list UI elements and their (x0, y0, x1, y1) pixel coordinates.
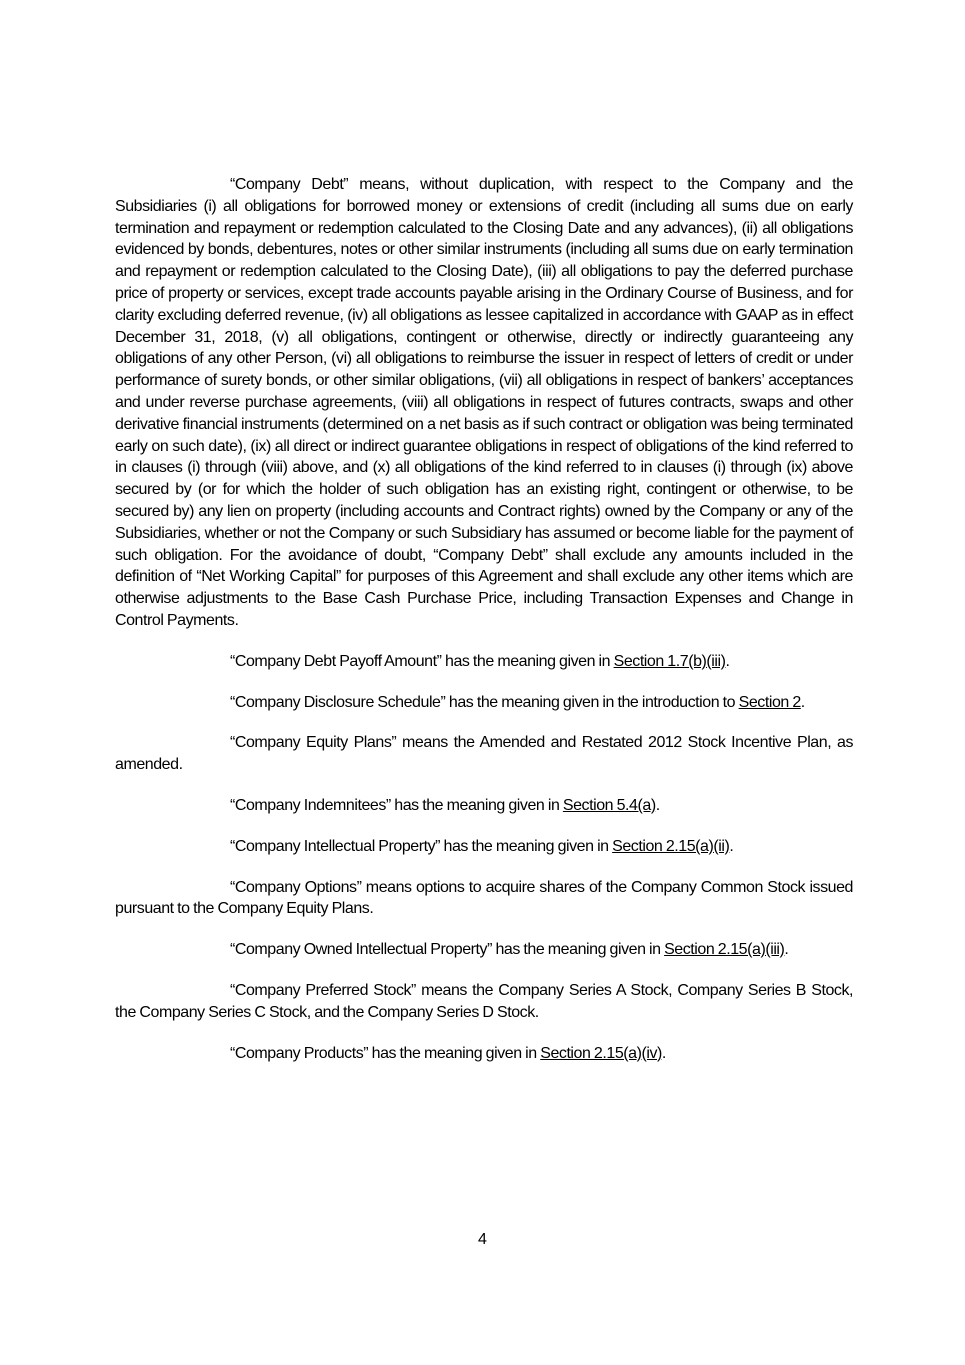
definitions-section (115, 174, 853, 1083)
definition-tail: . (661, 1044, 666, 1062)
page-number: 4 (478, 1231, 487, 1248)
definition-tail: . (729, 837, 734, 855)
section-reference-link[interactable]: Section 5.4(a) (562, 796, 656, 814)
definition-company-indemnitees (115, 795, 853, 817)
section-reference-link[interactable]: Section 1.7(b)(iii) (613, 652, 726, 670)
definition-text: “Company Products” has the meaning given in (230, 1044, 541, 1062)
definition-company-products (115, 1043, 853, 1065)
definition-text: “Company Intellectual Property” has the meaning given in (230, 837, 613, 855)
definition-company-debt-payoff-amount (115, 651, 853, 673)
definition-text: “Company Debt Payoff Amount” has the meaning given in (230, 652, 614, 670)
definition-company-owned-intellectual-property (115, 939, 853, 961)
definition-tail: . (725, 652, 730, 670)
definition-company-disclosure-schedule (115, 692, 853, 714)
definition-tail: . (655, 796, 660, 814)
definition-company-intellectual-property (115, 836, 853, 858)
definition-text: “Company Equity Plans” means the Amended and Restated 2012 Stock Incentive Plan, as amended. (115, 734, 853, 774)
definition-text: “Company Debt” means, without duplication, with respect to the Company and the Subsidiaries (i) all obligations for borrowed money or extensions of credit (including all sums due on early termination and repayment or redemption calculated to the Closing Date and any advances), (ii) all obligations evidenced by bonds, debentures, notes or other similar instruments (including all sums due on early termination and repayment or redemption calculated to the Closing Date), (iii) all obligations to pay the deferred purchase price of property or services, except trade accounts payable arising in the Ordinary Course of Business, and for clarity excluding deferred revenue, (iv) all obligations as lessee capitalized in accordance with GAAP as in effect December 31, 2018, (v) all obligations, contingent or otherwise, directly or indirectly guaranteeing any obligations of any other Person, (vi) all obligations to reimburse the issuer in respect of letters of credit or under performance of surety bonds, or other similar obligations, (vii) all obligations in respect of bankers’ acceptances and under reverse purchase agreements, (viii) all obligations in respect of futures contracts, swaps and other derivative financial instruments (determined on a net basis as if such contract or obligation was being terminated early on such date), (ix) all direct or indirect guarantee obligations in respect of obligations of the kind referred to in clauses (i) through (viii) above, and (x) all obligations of the kind referred to in clauses (i) through (ix) above secured by (or for which the holder of such obligation has an existing right, contingent or otherwise, to be secured by) any lien on property (including accounts and Contract rights) owned by the Company or any of the Subsidiaries, whether or not the Company or such Subsidiary has assumed or become liable for the payment of such obligation. For the avoidance of doubt, “Company Debt” shall exclude any amounts included in the definition of “Net Working Capital” for purposes of this Agreement and shall exclude any other items which are otherwise adjustments to the Base Cash Purchase Price, including Transaction Expenses and Change in Control Payments. (115, 176, 853, 629)
definition-text: “Company Options” means options to acquire shares of the Company Common Stock issued pursuant to the Company Equity Plans. (115, 878, 853, 918)
definition-company-options (115, 877, 853, 921)
section-reference-link[interactable]: Section 2.15(a)(ii) (612, 837, 730, 855)
section-reference-link[interactable]: Section 2 (738, 693, 801, 711)
definition-text: “Company Owned Intellectual Property” has the meaning given in (230, 941, 665, 959)
definition-text: “Company Disclosure Schedule” has the meaning given in the introduction to (230, 693, 739, 711)
definition-company-equity-plans (115, 732, 853, 776)
definition-text: “Company Indemnitees” has the meaning given in (230, 796, 563, 814)
definition-company-debt (115, 174, 853, 632)
definition-company-preferred-stock (115, 980, 853, 1024)
definition-tail: . (784, 941, 789, 959)
section-reference-link[interactable]: Section 2.15(a)(iii) (664, 941, 785, 959)
definition-tail: . (800, 693, 805, 711)
definition-text: “Company Preferred Stock” means the Company Series A Stock, Company Series B Stock, the Company Series C Stock, and the Company Series D Stock. (115, 981, 853, 1021)
section-reference-link[interactable]: Section 2.15(a)(iv) (540, 1044, 662, 1062)
